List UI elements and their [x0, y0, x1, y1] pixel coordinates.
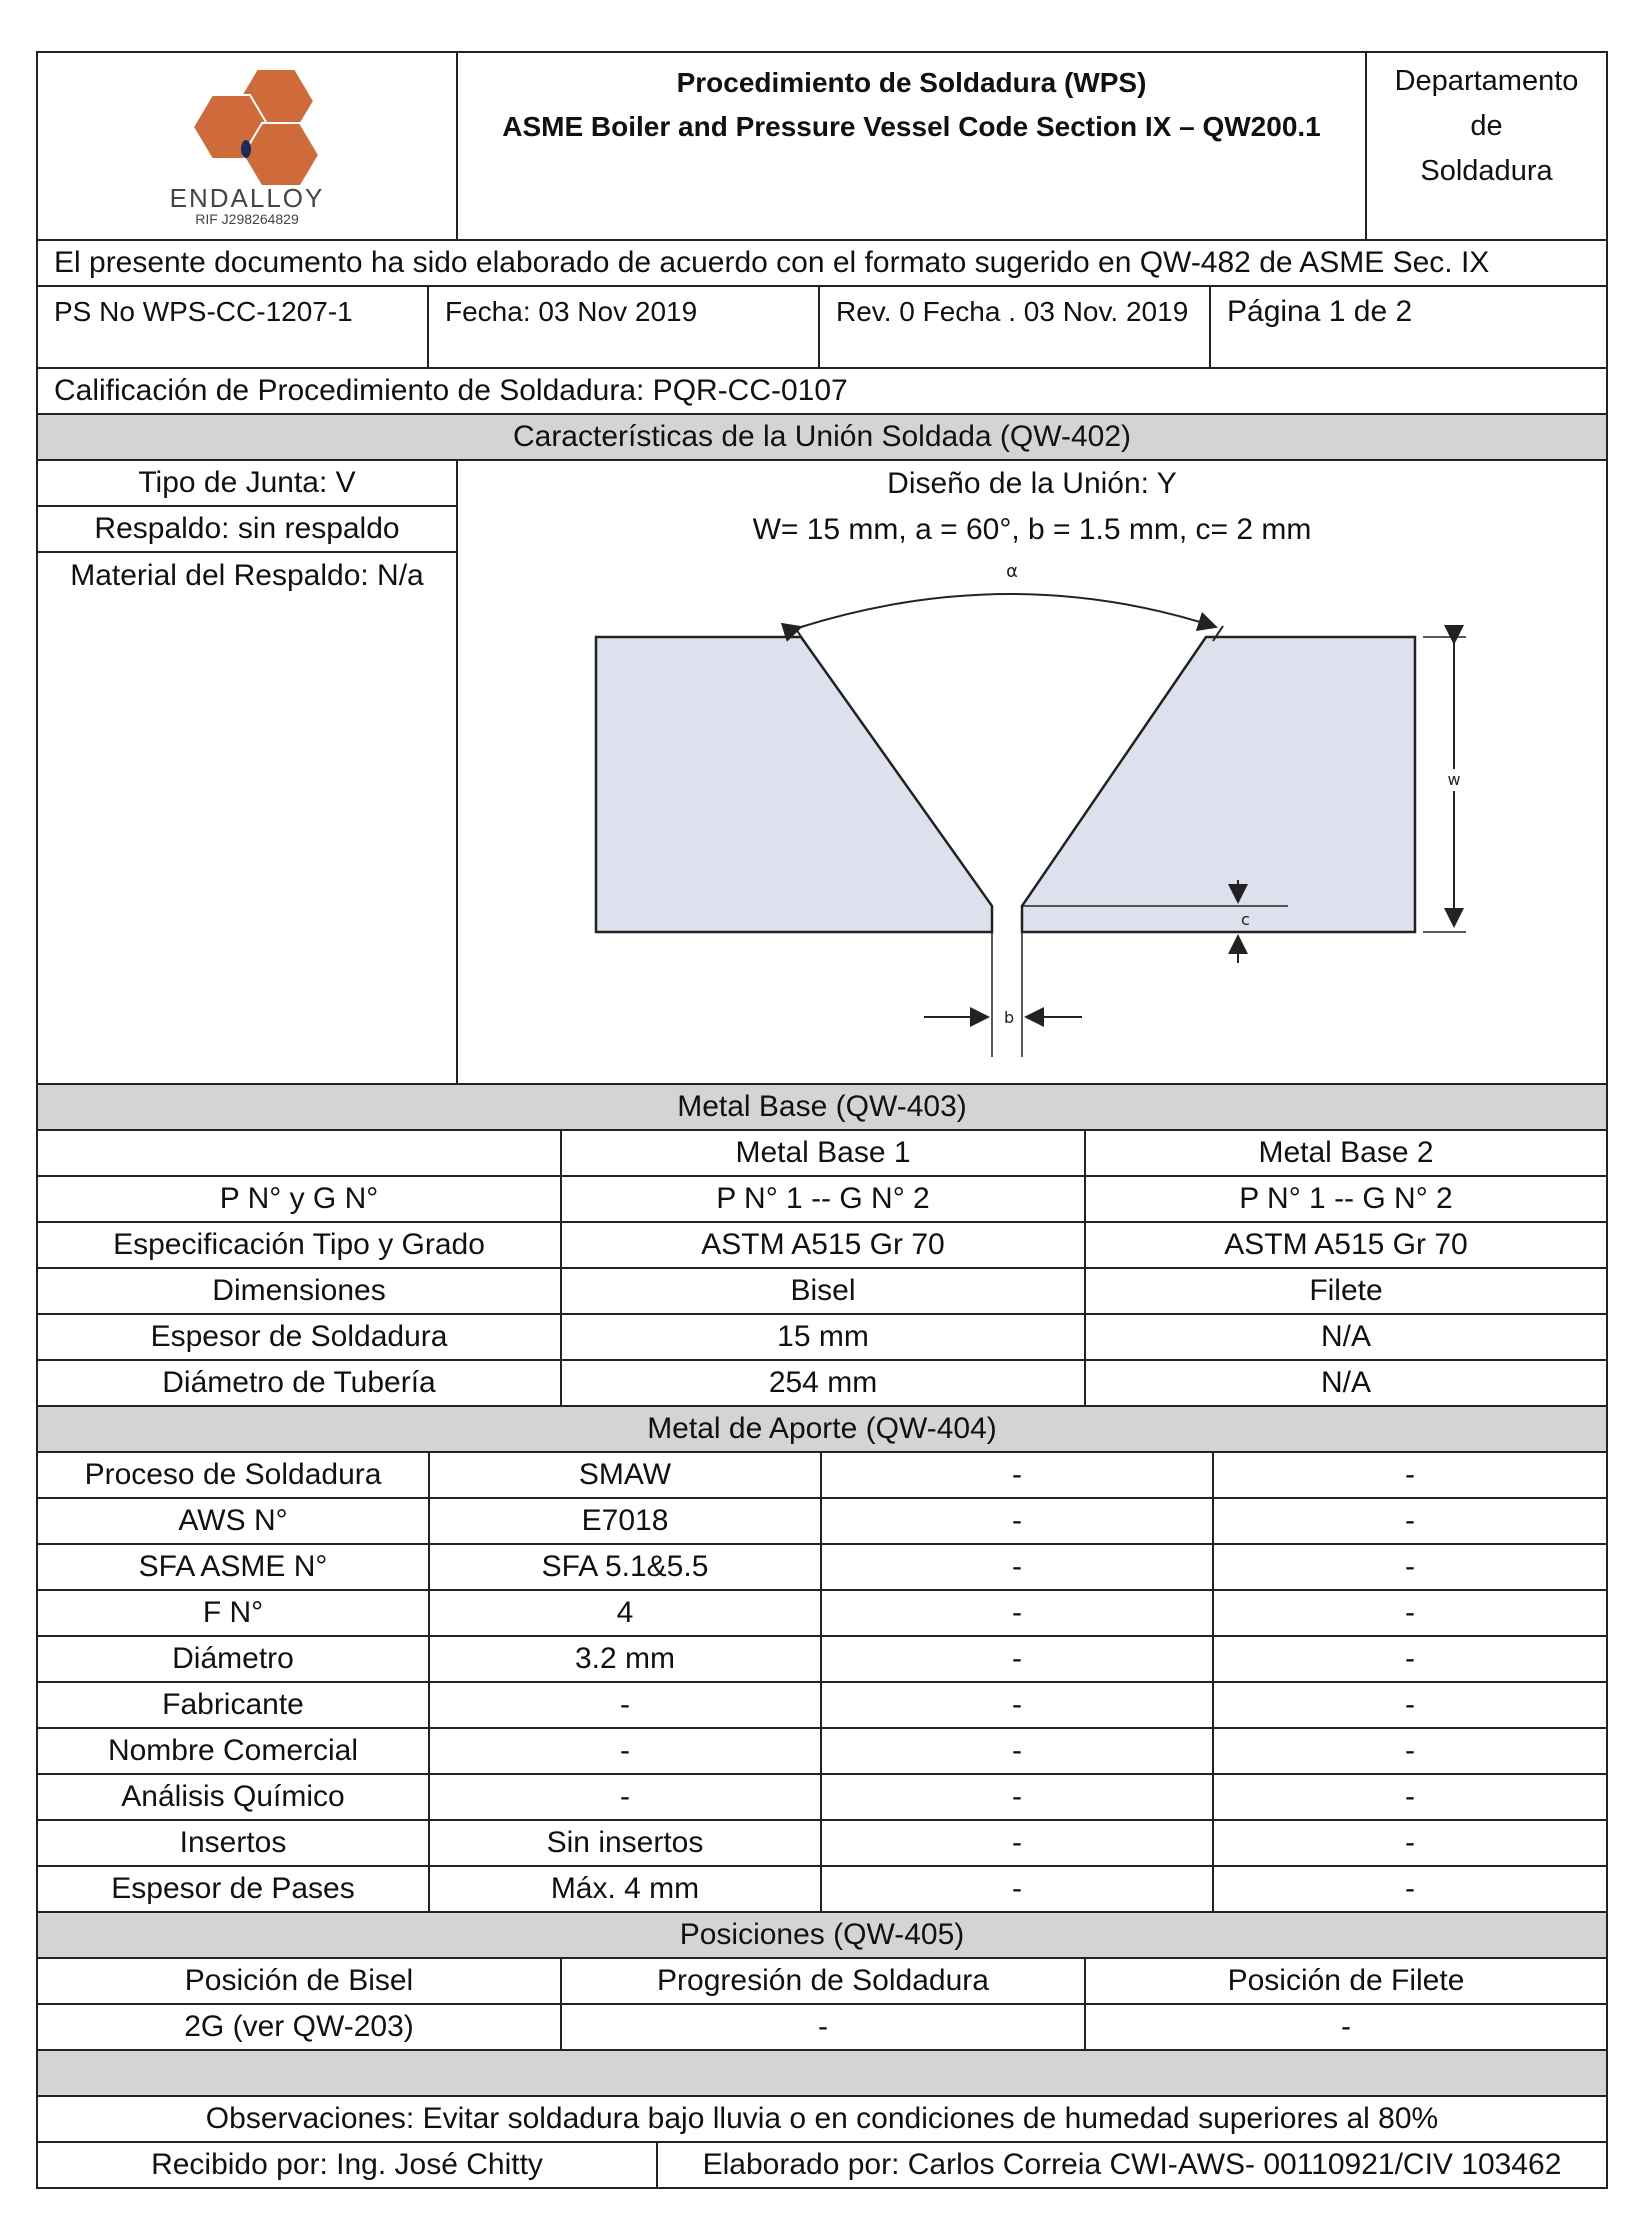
alpha-label: α	[1006, 561, 1018, 582]
meta-row	[36, 287, 1608, 369]
filler-row-cell-1: -	[430, 1775, 822, 1819]
filler-row	[36, 1591, 1608, 1637]
base-metal-rows	[36, 1177, 1608, 1407]
filler-row-cell-2: -	[822, 1637, 1214, 1681]
positions-header-bisel: Posición de Bisel	[38, 1959, 562, 2003]
filler-row-cell-2: -	[822, 1867, 1214, 1911]
w-label: w	[1447, 770, 1461, 789]
filler-row-cell-3: -	[1405, 1780, 1415, 1813]
c-label: c	[1241, 910, 1250, 929]
positions-value-bisel: 2G (ver QW-203)	[38, 2005, 562, 2049]
filler-row	[36, 1729, 1608, 1775]
filler-row-cell-1: SMAW	[430, 1453, 822, 1497]
positions-value-filete: -	[1341, 2010, 1351, 2043]
base-metal-row-cell-2: N/A	[1320, 1366, 1371, 1399]
joint-dimensions: W= 15 mm, a = 60°, b = 1.5 mm, c= 2 mm	[752, 513, 1312, 546]
filler-row-cell-3: -	[1405, 1504, 1415, 1537]
base-metal-header-row	[36, 1131, 1608, 1177]
base-metal-row-cell-0: Diámetro de Tubería	[38, 1361, 562, 1405]
filler-row	[36, 1775, 1608, 1821]
blank-gray-cell	[38, 2051, 1606, 2095]
filler-row-cell-2: -	[822, 1821, 1214, 1865]
filler-metal-rows	[36, 1453, 1608, 1913]
base-metal-header-2: Metal Base 2	[1258, 1136, 1434, 1169]
joint-left-column	[38, 461, 458, 1083]
filler-row-cell-2: -	[822, 1453, 1214, 1497]
base-metal-row-cell-1: ASTM A515 Gr 70	[562, 1223, 1086, 1267]
filler-row	[36, 1545, 1608, 1591]
filler-row-cell-0: AWS N°	[38, 1499, 430, 1543]
positions-section-header	[36, 1913, 1608, 1959]
base-metal-row-cell-0: Espesor de Soldadura	[38, 1315, 562, 1359]
base-metal-row-cell-2: Filete	[1309, 1274, 1383, 1307]
base-metal-row-cell-2: ASTM A515 Gr 70	[1224, 1228, 1468, 1261]
base-metal-row-cell-2: N/A	[1320, 1320, 1371, 1353]
filler-row	[36, 1821, 1608, 1867]
base-metal-row-cell-1: 15 mm	[562, 1315, 1086, 1359]
elaborado-por: Elaborado por: Carlos Correia CWI-AWS- 00110921/CIV 103462	[702, 2148, 1562, 2181]
page-number: Página 1 de 2	[1227, 295, 1413, 328]
hexagon-logo-icon	[162, 65, 332, 185]
logo-cell	[38, 53, 458, 239]
base-metal-row-cell-0: Especificación Tipo y Grado	[38, 1223, 562, 1267]
logo-rif: RIF J298264829	[195, 211, 299, 227]
filler-row-cell-0: Fabricante	[38, 1683, 430, 1727]
filler-row-cell-0: Diámetro	[38, 1637, 430, 1681]
filler-row-cell-2: -	[822, 1729, 1214, 1773]
pqr-row	[36, 369, 1608, 415]
department-line-1: Departamento	[1394, 65, 1579, 97]
fecha: Fecha: 03 Nov 2019	[429, 287, 820, 367]
filler-row-cell-2: -	[822, 1683, 1214, 1727]
right-plate	[1022, 637, 1415, 932]
filler-section-header	[36, 1407, 1608, 1453]
joint-section-title: Características de la Unión Soldada (QW-402)	[512, 420, 1132, 453]
base-metal-row	[36, 1177, 1608, 1223]
filler-row	[36, 1499, 1608, 1545]
filler-row-cell-2: -	[822, 1545, 1214, 1589]
positions-section-title: Posiciones (QW-405)	[679, 1918, 965, 1951]
wps-document	[36, 51, 1608, 2189]
diseno-union: Diseño de la Unión: Y	[887, 467, 1177, 500]
base-metal-section-header	[36, 1085, 1608, 1131]
base-metal-header-1: Metal Base 1	[562, 1131, 1086, 1175]
joint-body	[36, 461, 1608, 1085]
base-metal-row-cell-1: 254 mm	[562, 1361, 1086, 1405]
respaldo: Respaldo: sin respaldo	[38, 507, 456, 553]
base-metal-section-title: Metal Base (QW-403)	[677, 1090, 967, 1123]
title-cell	[458, 53, 1367, 239]
filler-row	[36, 1637, 1608, 1683]
observaciones-text: Observaciones: Evitar soldadura bajo lluvia o en condiciones de humedad superiores al 80%	[205, 2102, 1439, 2135]
intro-text: El presente documento ha sido elaborado de acuerdo con el formato sugerido en QW-482 de ASME Sec. IX	[54, 246, 1490, 279]
base-metal-row-cell-0: Dimensiones	[38, 1269, 562, 1313]
department-line-3: Soldadura	[1420, 155, 1553, 187]
base-metal-row-cell-0: P N° y G N°	[38, 1177, 562, 1221]
filler-row-cell-3: -	[1405, 1458, 1415, 1491]
base-metal-row	[36, 1315, 1608, 1361]
filler-row-cell-3: -	[1405, 1826, 1415, 1859]
positions-header-filete: Posición de Filete	[1227, 1964, 1465, 1997]
filler-row	[36, 1867, 1608, 1913]
filler-row-cell-3: -	[1405, 1596, 1415, 1629]
filler-row	[36, 1453, 1608, 1499]
logo-name: ENDALLOY	[169, 183, 325, 213]
base-metal-row-cell-2: P N° 1 -- G N° 2	[1239, 1182, 1453, 1215]
positions-value-row	[36, 2005, 1608, 2051]
filler-section-title: Metal de Aporte (QW-404)	[647, 1412, 997, 1445]
filler-row-cell-1: Sin insertos	[430, 1821, 822, 1865]
filler-row-cell-2: -	[822, 1499, 1214, 1543]
blank-gray-row	[36, 2051, 1608, 2097]
revision: Rev. 0 Fecha . 03 Nov. 2019	[820, 287, 1211, 367]
filler-row-cell-0: Espesor de Pases	[38, 1867, 430, 1911]
base-metal-row	[36, 1269, 1608, 1315]
base-metal-row-cell-1: P N° 1 -- G N° 2	[562, 1177, 1086, 1221]
filler-row-cell-3: -	[1405, 1688, 1415, 1721]
left-plate	[596, 637, 992, 932]
positions-header-progresion: Progresión de Soldadura	[562, 1959, 1086, 2003]
filler-row-cell-3: -	[1405, 1642, 1415, 1675]
intro-row	[36, 241, 1608, 287]
observaciones-row	[36, 2097, 1608, 2143]
base-metal-row-cell-1: Bisel	[562, 1269, 1086, 1313]
filler-row-cell-0: Nombre Comercial	[38, 1729, 430, 1773]
base-metal-header-empty	[38, 1131, 562, 1175]
filler-row-cell-1: 4	[430, 1591, 822, 1635]
filler-row-cell-0: Insertos	[38, 1821, 430, 1865]
filler-row-cell-0: F N°	[38, 1591, 430, 1635]
filler-row-cell-1: E7018	[430, 1499, 822, 1543]
base-metal-row	[36, 1361, 1608, 1407]
filler-row-cell-0: SFA ASME N°	[38, 1545, 430, 1589]
signatures-row	[36, 2143, 1608, 2189]
filler-row-cell-1: SFA 5.1&5.5	[430, 1545, 822, 1589]
joint-section-header	[36, 415, 1608, 461]
filler-row-cell-2: -	[822, 1775, 1214, 1819]
filler-row-cell-3: -	[1405, 1872, 1415, 1905]
filler-row-cell-1: 3.2 mm	[430, 1637, 822, 1681]
filler-row	[36, 1683, 1608, 1729]
joint-design-cell	[458, 461, 1606, 1083]
positions-value-progresion: -	[562, 2005, 1086, 2049]
material-respaldo: Material del Respaldo: N/a	[70, 559, 424, 592]
filler-row-cell-1: -	[430, 1729, 822, 1773]
ps-number: PS No WPS-CC-1207-1	[38, 287, 429, 367]
department-line-2: de	[1470, 110, 1503, 142]
tipo-junta: Tipo de Junta: V	[38, 461, 456, 507]
document-subtitle: ASME Boiler and Pressure Vessel Code Section IX – QW200.1	[502, 111, 1321, 142]
filler-row-cell-3: -	[1405, 1550, 1415, 1583]
positions-header-row	[36, 1959, 1608, 2005]
filler-row-cell-1: Máx. 4 mm	[430, 1867, 822, 1911]
filler-row-cell-0: Análisis Químico	[38, 1775, 430, 1819]
filler-row-cell-1: -	[430, 1683, 822, 1727]
filler-row-cell-0: Proceso de Soldadura	[38, 1453, 430, 1497]
joint-diagram	[458, 461, 1606, 1085]
b-label: b	[1004, 1008, 1015, 1027]
filler-row-cell-3: -	[1405, 1734, 1415, 1767]
department-cell	[1367, 53, 1606, 239]
header-row	[36, 51, 1608, 241]
recibido-por: Recibido por: Ing. José Chitty	[38, 2143, 658, 2187]
document-title: Procedimiento de Soldadura (WPS)	[676, 67, 1147, 98]
pqr-text: Calificación de Procedimiento de Soldadura: PQR-CC-0107	[54, 374, 848, 407]
base-metal-row	[36, 1223, 1608, 1269]
filler-row-cell-2: -	[822, 1591, 1214, 1635]
